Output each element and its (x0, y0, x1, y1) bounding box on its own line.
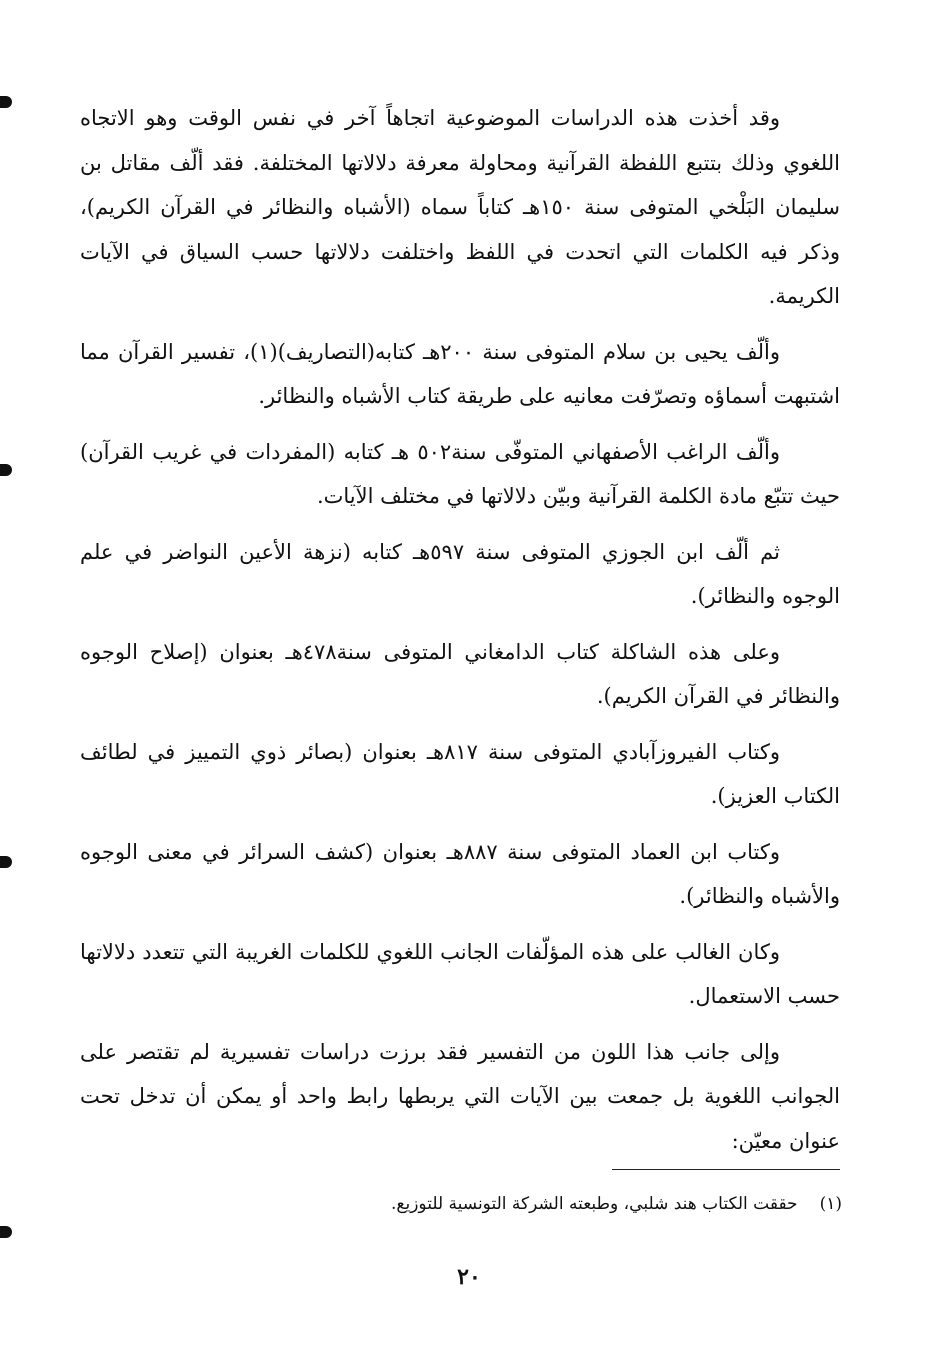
paragraph-text: وعلى هذه الشاكلة كتاب الدامغاني المتوفى سنة٤٧٨هـ بعنوان (إصلاح الوجوه والنظائر في القرآن الكريم). (80, 639, 840, 708)
paragraph-text: وألّف الراغب الأصفهاني المتوفّى سنة٥٠٢ هـ كتابه (المفردات في غريب القرآن) حيث تتبّع مادة الكلمة القرآنية وبيّن دلالاتها في مختلف الآيات. (80, 439, 840, 508)
paragraph-9 (80, 1030, 840, 1164)
scan-edge-mark (0, 96, 12, 108)
paragraph-text: وألّف يحيى بن سلام المتوفى سنة ٢٠٠هـ كتابه(التصاريف)(١)، تفسير القرآن مما اشتبهت أسماؤه وتصرّفت معانيه على طريقة كتاب الأشباه والنظائر. (80, 339, 840, 408)
paragraph-1 (80, 96, 840, 319)
main-text (80, 96, 840, 1174)
footnote-text: حققت الكتاب هند شلبي، وطبعته الشركة التونسية للتوزيع. (391, 1194, 798, 1214)
paragraph-text: وكتاب الفيروزآبادي المتوفى سنة ٨١٧هـ بعنوان (بصائر ذوي التمييز في لطائف الكتاب العزيز). (80, 739, 840, 808)
scan-edge-mark (0, 1226, 12, 1238)
footnote-number: (١) (819, 1194, 842, 1214)
paragraph-6 (80, 730, 840, 819)
paragraph-3 (80, 430, 840, 519)
page-number: ٢٠ (457, 1264, 481, 1290)
paragraph-text: وكتاب ابن العماد المتوفى سنة ٨٨٧هـ بعنوان (كشف السرائر في معنى الوجوه والأشباه والنظائر). (80, 839, 840, 908)
scan-edge-mark (0, 856, 12, 868)
paragraph-text: وإلى جانب هذا اللون من التفسير فقد برزت دراسات تفسيرية لم تقتصر على الجوانب اللغوية بل جمعت بين الآيات التي يربطها رابط واحد أو يمكن أن تدخل تحت عنوان معيّن: (80, 1039, 840, 1153)
paragraph-5 (80, 630, 840, 719)
footnote (300, 1188, 842, 1220)
scan-edge-mark (0, 464, 12, 476)
footnote-separator (612, 1169, 840, 1170)
paragraph-text: وكان الغالب على هذه المؤلّفات الجانب اللغوي للكلمات الغريبة التي تتعدد دلالاتها حسب الاستعمال. (80, 939, 840, 1008)
paragraph-2 (80, 330, 840, 419)
paragraph-8 (80, 930, 840, 1019)
paragraph-text: ثم ألّف ابن الجوزي المتوفى سنة ٥٩٧هـ كتابه (نزهة الأعين النواضر في علم الوجوه والنظائر). (80, 539, 840, 608)
paragraph-4 (80, 530, 840, 619)
paragraph-text: وقد أخذت هذه الدراسات الموضوعية اتجاهاً آخر في نفس الوقت وهو الاتجاه اللغوي وذلك بتتبع اللفظة القرآنية ومحاولة معرفة دلالاتها المختلفة. فقد ألّف مقاتل بن سليمان البَلْخي المتوفى سنة ١٥٠هـ كتاباً سماه (الأشباه والنظائر في القرآن الكريم)، وذكر فيه الكلمات التي اتحدت في اللفظ واختلفت دلالاتها حسب السياق في الآيات الكريمة. (80, 106, 841, 308)
paragraph-7 (80, 830, 840, 919)
